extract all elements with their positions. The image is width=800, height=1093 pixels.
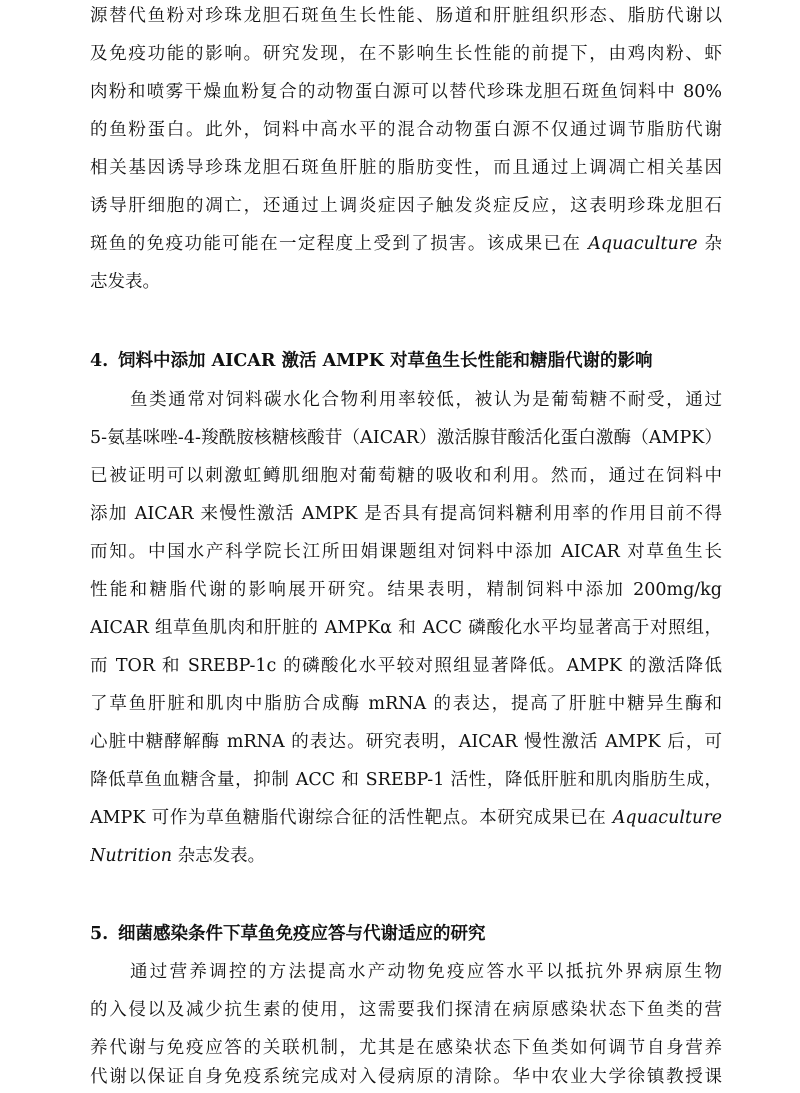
text-line: 心脏中糖酵解酶 mRNA 的表达。研究表明，AICAR 慢性激活 AMPK 后，可 xyxy=(90,732,722,752)
text-line xyxy=(90,804,722,832)
section-number: 5. xyxy=(90,924,109,944)
text-line: 诱导肝细胞的凋亡，还通过上调炎症因子触发炎症反应，这表明珍珠龙胆石 xyxy=(90,196,722,216)
text-line: 的入侵以及减少抗生素的使用，这需要我们探清在病原感染状态下鱼类的营 xyxy=(90,1000,722,1020)
text-line: 5-氨基咪唑-4-羧酰胺核糖核酸苷（AICAR）激活腺苷酸活化蛋白激酶（AMPK） xyxy=(90,428,722,448)
text-segment: AMPK 可作为草鱼糖脂代谢综合征的活性靶点。本研究成果已在 xyxy=(90,808,613,828)
text-line: 的鱼粉蛋白。此外，饲料中高水平的混合动物蛋白源不仅通过调节脂肪代谢 xyxy=(90,120,722,140)
section-title: 饲料中添加 AICAR 激活 AMPK 对草鱼生长性能和糖脂代谢的影响 xyxy=(118,351,653,371)
text-line: 了草鱼肝脏和肌肉中脂肪合成酶 mRNA 的表达，提高了肝脏中糖异生酶和 xyxy=(90,694,722,714)
text-line: 通过营养调控的方法提高水产动物免疫应答水平以抵抗外界病原生物 xyxy=(130,962,722,982)
text-line: 养代谢与免疫应答的关联机制，尤其是在感染状态下鱼类如何调节自身营养 xyxy=(90,1038,722,1058)
text-line: 而知。中国水产科学院长江所田娟课题组对饲料中添加 AICAR 对草鱼生长 xyxy=(90,542,722,562)
text-line xyxy=(90,230,722,258)
text-line: 及免疫功能的影响。研究发现，在不影响生长性能的前提下，由鸡肉粉、虾 xyxy=(90,44,722,64)
text-line: AICAR 组草鱼肌肉和肝脏的 AMPKα 和 ACC 磷酸化水平均显著高于对照组， xyxy=(90,618,722,638)
section-heading xyxy=(90,920,486,948)
journal-name: Aquaculture xyxy=(612,808,722,828)
text-line: 添加 AICAR 来慢性激活 AMPK 是否具有提高饲料糖利用率的作用目前不得 xyxy=(90,504,722,524)
section-title: 细菌感染条件下草鱼免疫应答与代谢适应的研究 xyxy=(118,924,486,944)
text-line: 已被证明可以刺激虹鳟肌细胞对葡萄糖的吸收和利用。然而，通过在饲料中 xyxy=(90,466,722,486)
text-line: 性能和糖脂代谢的影响展开研究。结果表明，精制饲料中添加 200mg/kg xyxy=(90,580,722,600)
text-line: 肉粉和喷雾干燥血粉复合的动物蛋白源可以替代珍珠龙胆石斑鱼饲料中 80% xyxy=(90,82,722,102)
text-line: 降低草鱼血糖含量，抑制 ACC 和 SREBP-1 活性，降低肝脏和肌肉脂肪生成， xyxy=(90,770,722,790)
text-segment: 杂 xyxy=(697,234,722,254)
section-number: 4. xyxy=(90,351,109,371)
text-segment: 杂志发表。 xyxy=(172,846,266,866)
journal-name: Aquaculture xyxy=(588,234,698,254)
text-line: 源替代鱼粉对珍珠龙胆石斑鱼生长性能、肠道和肝脏组织形态、脂肪代谢以 xyxy=(90,6,722,26)
text-line: 代谢以保证自身免疫系统完成对入侵病原的清除。华中农业大学徐镇教授课 xyxy=(90,1067,722,1087)
text-line: 志发表。 xyxy=(90,272,160,292)
text-segment: 斑鱼的免疫功能可能在一定程度上受到了损害。该成果已在 xyxy=(90,234,589,254)
text-line: 相关基因诱导珍珠龙胆石斑鱼肝脏的脂肪变性，而且通过上调凋亡相关基因 xyxy=(90,158,722,178)
text-line: 鱼类通常对饲料碳水化合物利用率较低，被认为是葡萄糖不耐受，通过 xyxy=(130,390,722,410)
text-line xyxy=(90,842,722,870)
journal-name: Nutrition xyxy=(90,846,173,866)
section-heading xyxy=(90,347,653,375)
text-line: 而 TOR 和 SREBP-1c 的磷酸化水平较对照组显著降低。AMPK 的激活降低 xyxy=(90,656,722,676)
